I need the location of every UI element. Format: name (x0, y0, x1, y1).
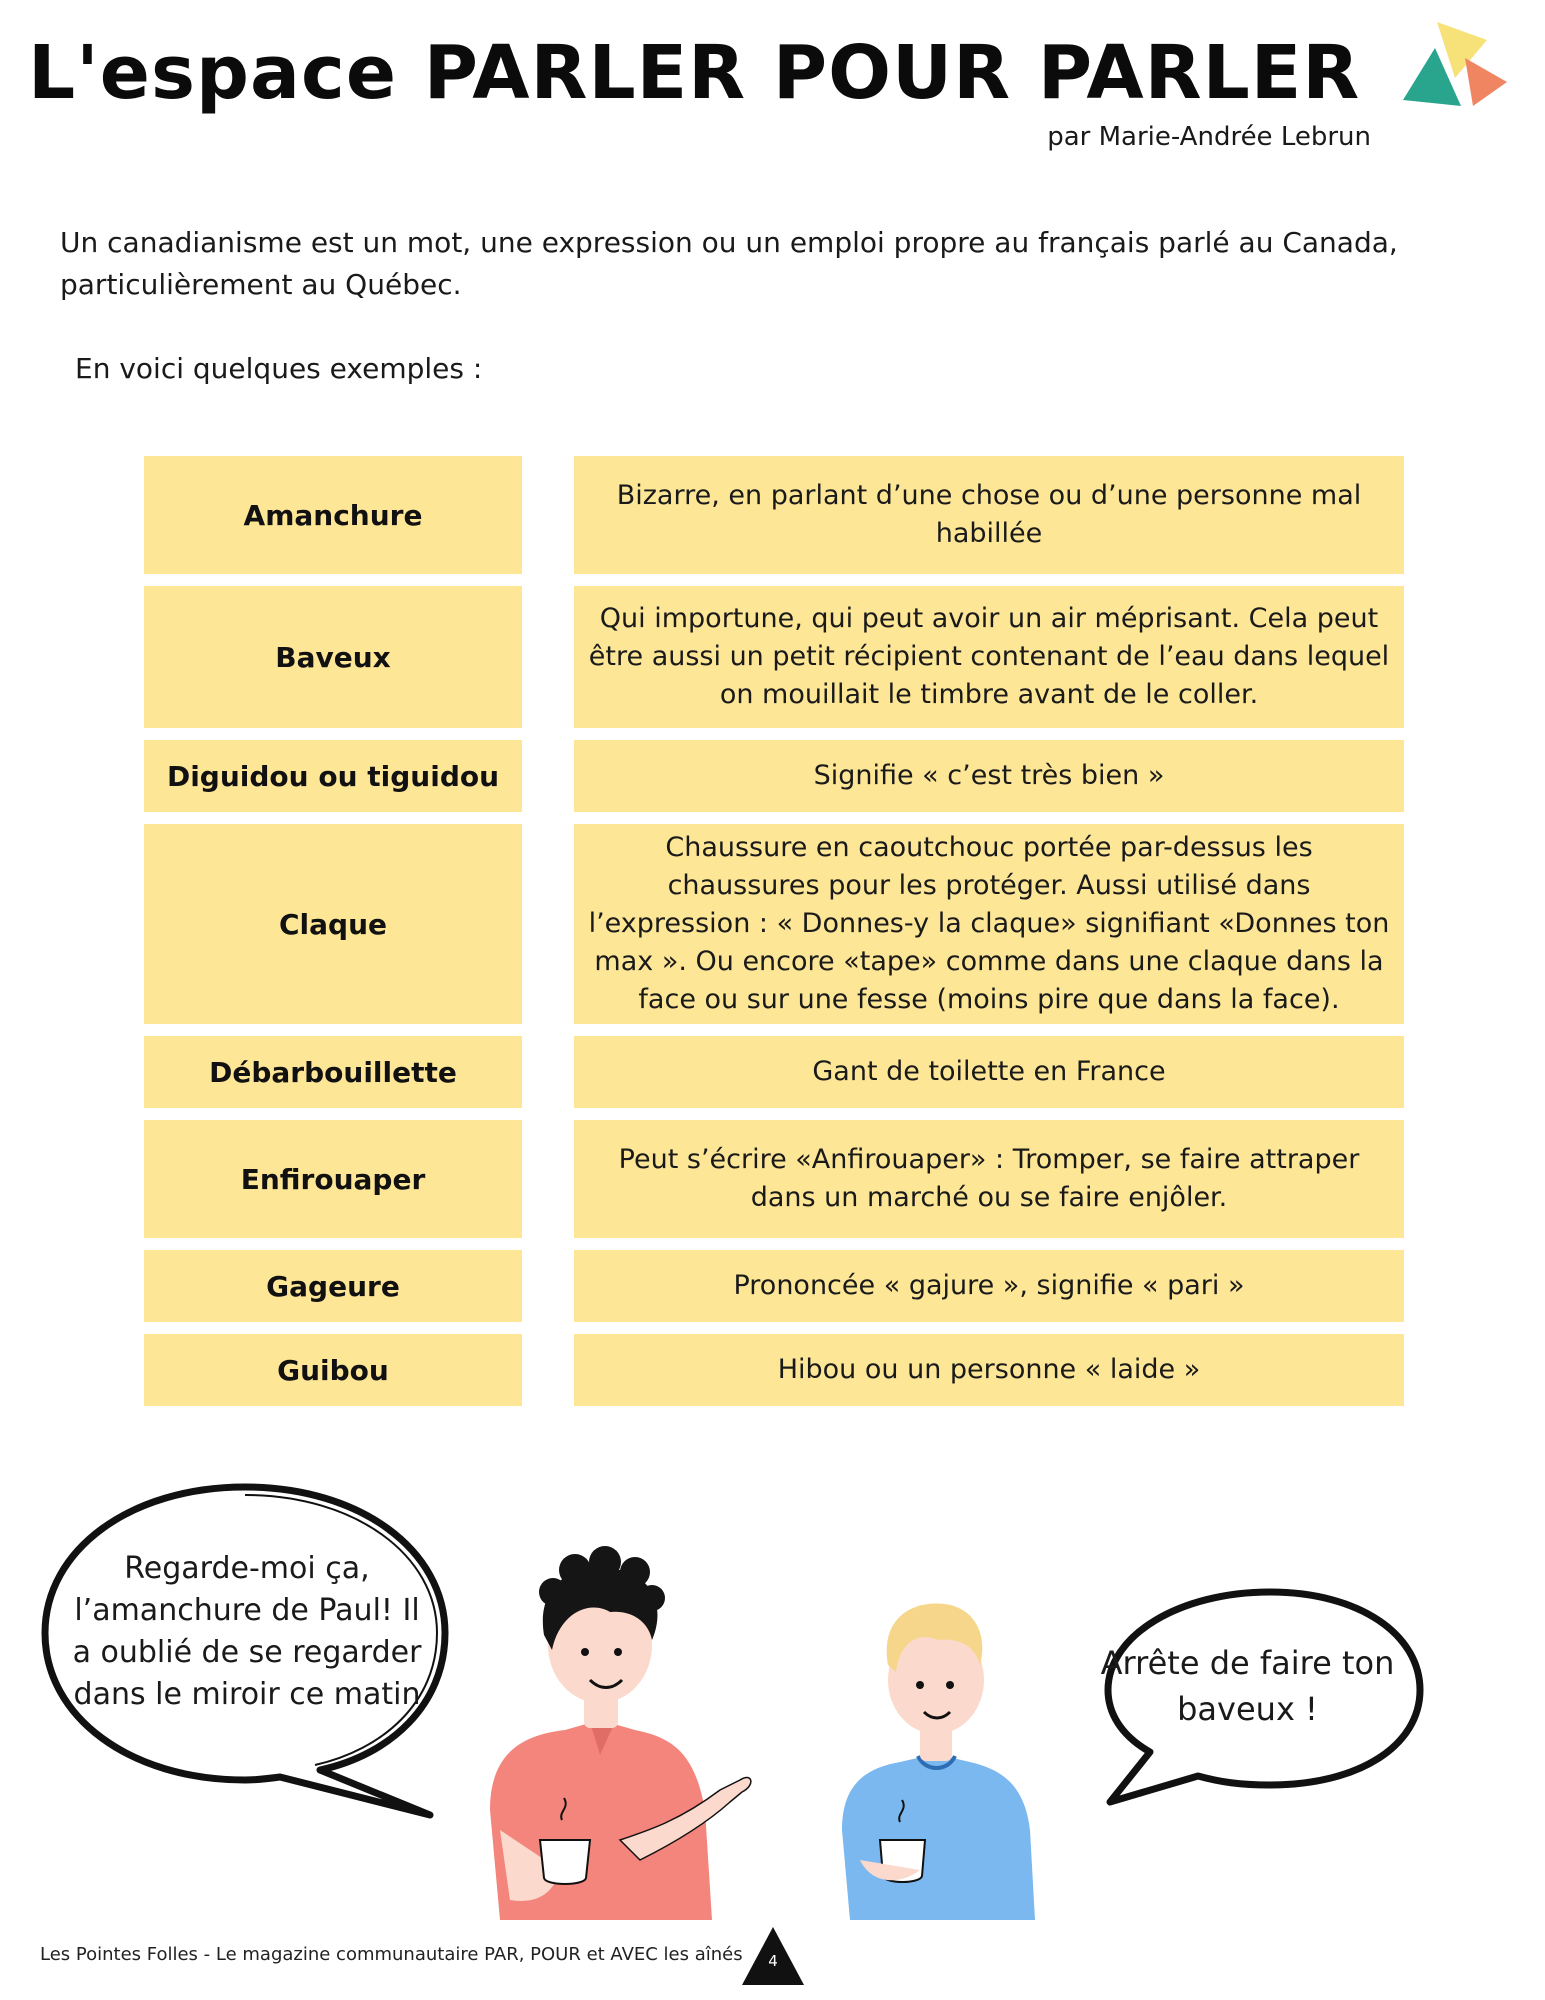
person-right-icon (842, 1604, 1035, 1920)
page-title (28, 30, 1360, 116)
logo-triangles-icon (1395, 18, 1515, 118)
glossary-term: Amanchure (144, 456, 522, 574)
glossary-row (144, 1120, 1404, 1238)
page-number: 4 (768, 1952, 778, 1970)
glossary-term: Claque (144, 824, 522, 1024)
title-prefix: L'espace (28, 30, 424, 116)
glossary-term: Gageure (144, 1250, 522, 1322)
glossary-term: Guibou (144, 1334, 522, 1406)
glossary-definition: Peut s’écrire «Anfirouaper» : Tromper, se faire attraper dans un marché ou se faire enjôler. (574, 1120, 1404, 1238)
glossary-row (144, 456, 1404, 574)
intro-paragraph: Un canadianisme est un mot, une expression ou un emploi propre au français parlé au Canada, particulièrement au Québec. (60, 226, 1398, 301)
title-main: PARLER POUR PARLER (423, 30, 1361, 116)
glossary-row (144, 1334, 1404, 1406)
glossary-definition: Qui importune, qui peut avoir un air méprisant. Cela peut être aussi un petit récipient contenant de l’eau dans lequel on mouillait le timbre avant de le coller. (574, 586, 1404, 728)
glossary-definition: Prononcée « gajure », signifie « pari » (574, 1250, 1404, 1322)
examples-lead: En voici quelques exemples : (75, 352, 483, 385)
glossary-definition: Chaussure en caoutchouc portée par-dessus les chaussures pour les protéger. Aussi utilisé dans l’expression : « Donnes-y la claque» signifiant «Donnes ton max ». Ou encore «tape» comme dans une claque dans la face ou sur une fesse (moins pire que dans la face). (574, 824, 1404, 1024)
glossary-definition: Signifie « c’est très bien » (574, 740, 1404, 812)
footer-text: Les Pointes Folles - Le magazine communautaire PAR, POUR et AVEC les aînés (40, 1944, 743, 1965)
glossary-row (144, 586, 1404, 728)
glossary-row (144, 1250, 1404, 1322)
glossary-row (144, 1036, 1404, 1108)
glossary-term: Débarbouillette (144, 1036, 522, 1108)
glossary-term: Diguidou ou tiguidou (144, 740, 522, 812)
glossary-term: Baveux (144, 586, 522, 728)
glossary-definition: Gant de toilette en France (574, 1036, 1404, 1108)
glossary-definition: Hibou ou un personne « laide » (574, 1334, 1404, 1406)
speech-right-text: Arrête de faire ton baveux ! (1100, 1644, 1395, 1728)
speech-left-text: Regarde-moi ça, l’amanchure de Paul! Il a oublié de se regarder dans le miroir ce matin (72, 1551, 422, 1712)
glossary-term: Enfirouaper (144, 1120, 522, 1238)
author-byline: par Marie-Andrée Lebrun (1047, 122, 1371, 152)
person-left-icon (490, 1546, 751, 1920)
glossary-row (144, 740, 1404, 812)
two-people-talking-illustration (480, 1540, 1080, 1920)
glossary-row (144, 824, 1404, 1024)
glossary-definition: Bizarre, en parlant d’une chose ou d’une personne mal habillée (574, 456, 1404, 574)
